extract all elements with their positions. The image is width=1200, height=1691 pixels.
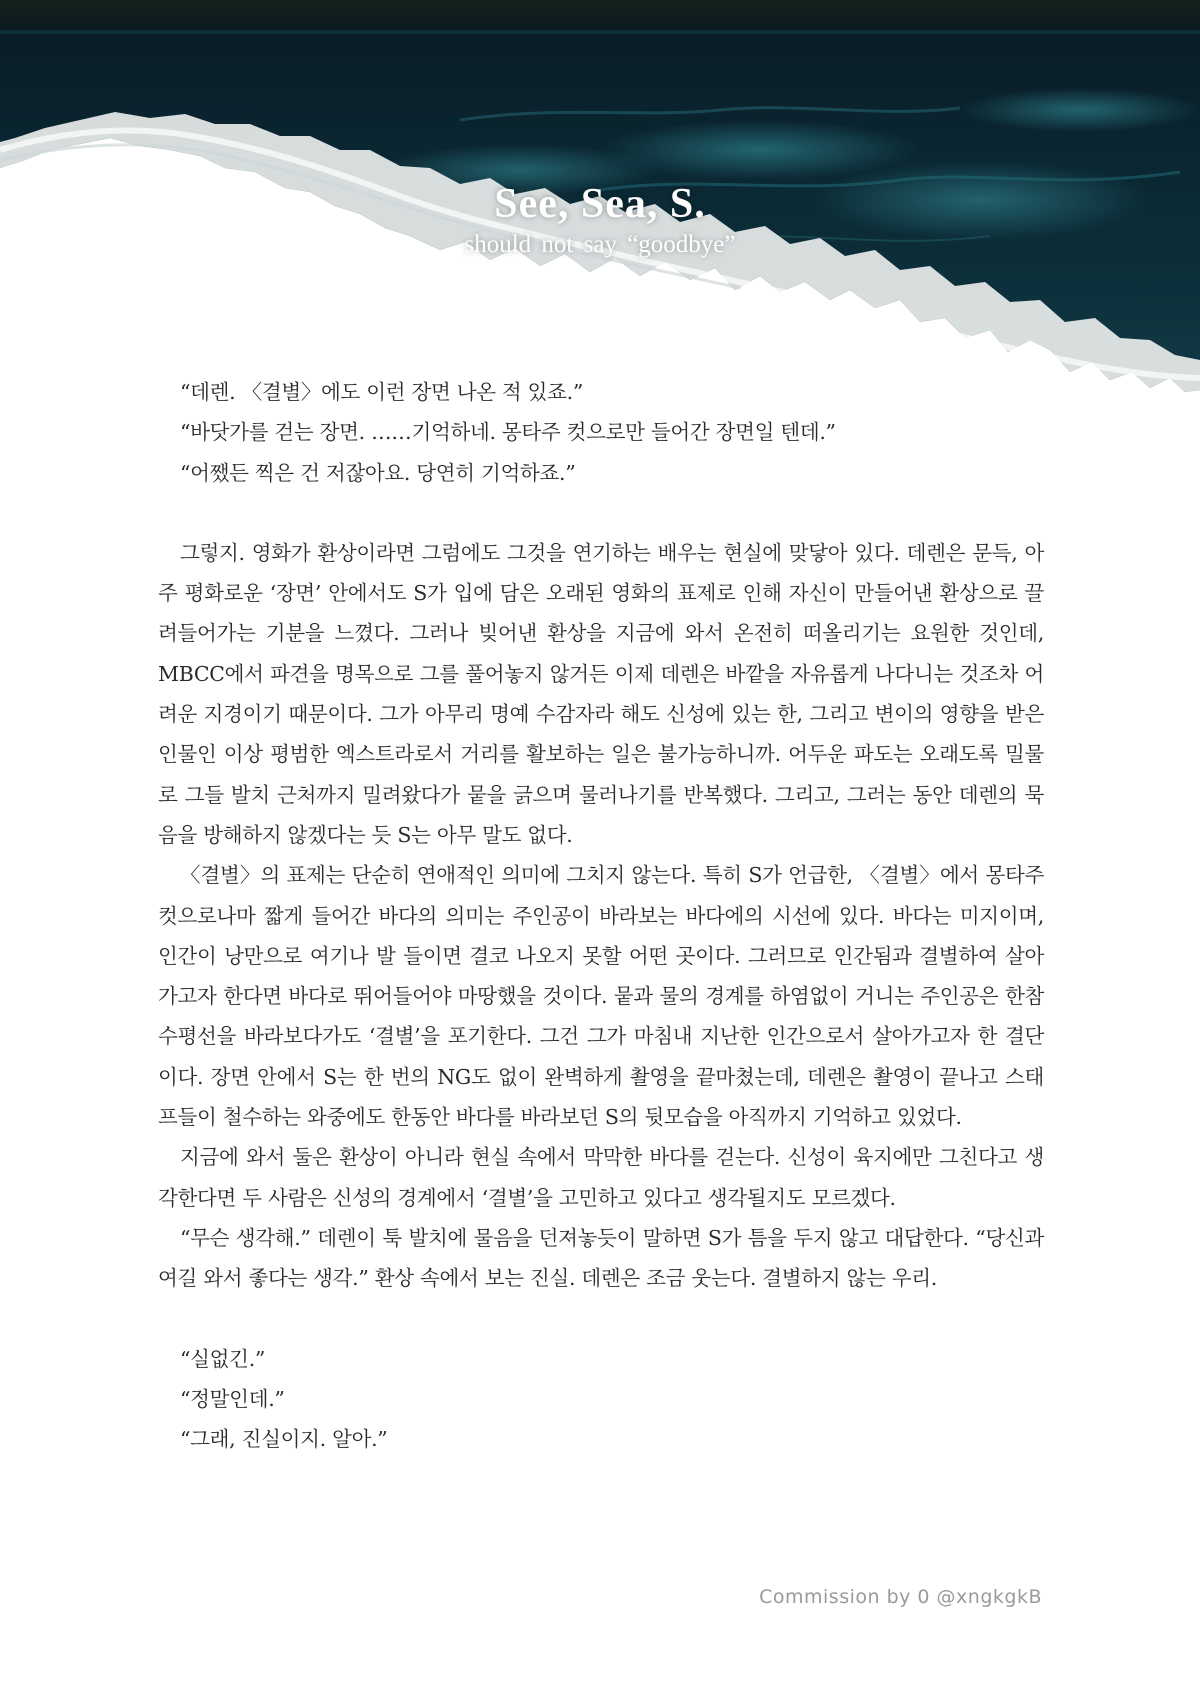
dialog-line: “데렌. 〈결별〉에도 이런 장면 나온 적 있죠.” (180, 380, 584, 404)
story-text (158, 372, 1044, 1459)
paragraph: “무슨 생각해.” 데렌이 툭 발치에 물음을 던져놓듯이 말하면 S가 틈을 두지 않고 대답한다. “당신과 여길 와서 좋다는 생각.” 환상 속에서 보는 진실. 데렌은 조금 웃는다. 결별하지 않는 우리. (158, 1225, 1044, 1291)
dialog-line: “바닷가를 걷는 장면. ……기억하네. 몽타주 컷으로만 들어간 장면일 텐데.” (180, 420, 836, 445)
paragraph: 그렇지. 영화가 환상이라면 그럼에도 그것을 연기하는 배우는 현실에 맞닿아 있다. 데렌은 문득, 아주 평화로운 ‘장면’ 안에서도 S가 입에 담은 오래된 영화의 표제로 인해 자신이 만들어낸 환상으로 끌려들어가는 기분을 느꼈다. 그러나 빚어낸 환상을 지금에 와서 온전히 떠올리기는 요원한 것인데, MBCC에서 파견을 명목으로 그를 풀어놓지 않거든 이제 데렌은 바깥을 자유롭게 나다니는 것조차 어려운 지경이기 때문이다. 그가 아무리 명예 수감자라 해도 신성에 있는 한, 그리고 변이의 영향을 받은 인물인 이상 평범한 엑스트라로서 거리를 활보하는 일은 불가능하니까. 어두운 파도는 오래도록 밀물로 그들 발치 근처까지 밀려왔다가 뭍을 긁으며 물러나기를 반복했다. 그리고, 그러는 동안 데렌의 묵음을 방해하지 않겠다는 듯 S는 아무 말도 없다. (158, 540, 1044, 847)
dialog-line: “정말인데.” (180, 1386, 285, 1411)
title-block (0, 180, 1200, 260)
paragraph: 〈결별〉의 표제는 단순히 연애적인 의미에 그치지 않는다. 특히 S가 언급한, 〈결별〉에서 몽타주 컷으로나마 짧게 들어간 바다의 의미는 주인공이 바라보는 바다에의 시선에 있다. 바다는 미지이며, 인간이 낭만으로 여기나 발 들이면 결코 나오지 못할 어떤 곳이다. 그러므로 인간됨과 결별하여 살아가고자 한다면 바다로 뛰어들어야 마땅했을 것이다. 뭍과 물의 경계를 하염없이 거니는 주인공은 한참 수평선을 바라보다가도 ‘결별’을 포기한다. 그건 그가 마침내 지난한 인간으로서 살아가고자 한 결단이다. 장면 안에서 S는 한 번의 NG도 없이 완벽하게 촬영을 끝마쳤는데, 데렌은 촬영이 끝나고 스태프들이 철수하는 와중에도 한동안 바다를 바라보던 S의 뒷모습을 아직까지 기억하고 있었다. (158, 863, 1044, 1130)
dialog-line: “실없긴.” (180, 1346, 266, 1371)
page-title: See, Sea, S. (494, 181, 706, 227)
section-gap (158, 493, 1044, 533)
page-subtitle: should not say “goodbye” (464, 231, 736, 258)
commission-credit: Commission by 0 @xngkgkB (759, 1586, 1042, 1608)
dialog-line: “그래, 진실이지. 알아.” (180, 1427, 388, 1452)
paragraph: 지금에 와서 둘은 환상이 아니라 현실 속에서 막막한 바다를 걷는다. 신성이 육지에만 그친다고 생각한다면 두 사람은 신성의 경계에서 ‘결별’을 고민하고 있다고 생각될지도 모르겠다. (158, 1145, 1044, 1210)
dialog-line: “어쨌든 찍은 건 저잖아요. 당연히 기억하죠.” (180, 460, 576, 485)
section-gap (158, 1299, 1044, 1339)
